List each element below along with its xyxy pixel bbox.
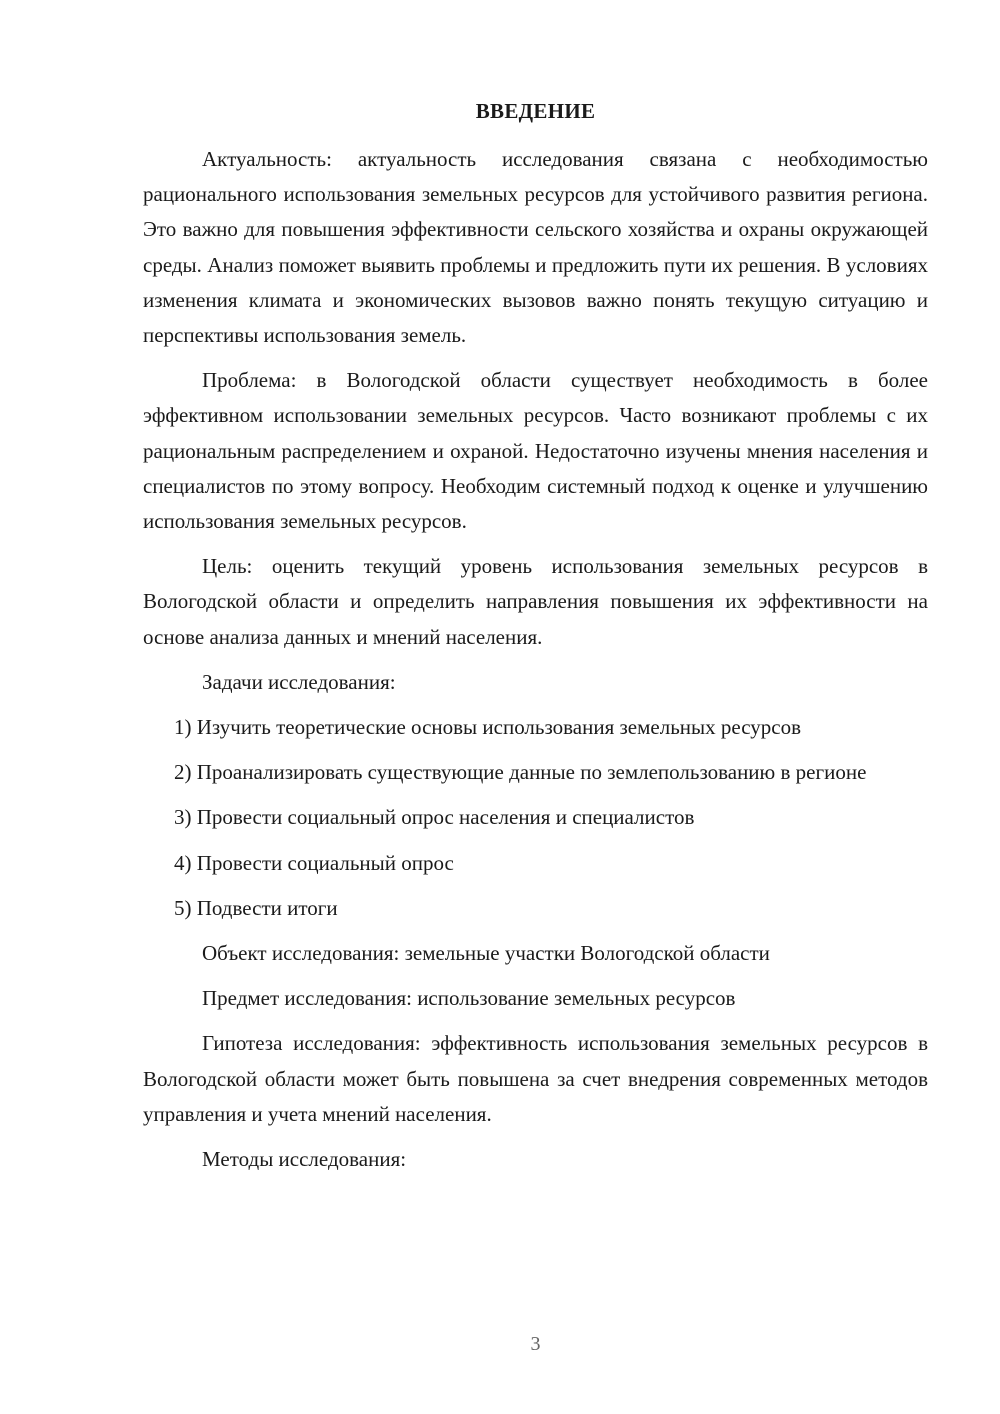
paragraph-problem: Проблема: в Вологодской области существует необходимость в более эффективном использовании земельных ресурсов. Часто возникают проблемы с их рациональным распределением и охраной. Недостаточно изучены мнения населения и специалистов по этому вопросу. Необходим системный подход к оценке и улучшению использования земельных ресурсов. xyxy=(143,368,928,534)
paragraph-relevance: Актуальность: актуальность исследования связана с необходимостью рационального использования земельных ресурсов для устойчивого развития региона. Это важно для повышения эффективности сельского хозяйства и охраны окружающей среды. Анализ поможет выявить проблемы и предложить пути их решения. В условиях изменения климата и экономических вызовов важно понять текущую ситуацию и перспективы использования земель. xyxy=(143,147,928,348)
paragraph-goal: Цель: оценить текущий уровень использования земельных ресурсов в Вологодской области и определить направления повышения их эффективности на основе анализа данных и мнений населения. xyxy=(143,554,928,649)
task-item-4: 4) Провести социальный опрос xyxy=(174,850,454,875)
task-item-5: 5) Подвести итоги xyxy=(174,895,338,920)
task-item-3: 3) Провести социальный опрос населения и специалистов xyxy=(174,805,695,830)
page-number: 3 xyxy=(530,1333,541,1355)
document-body xyxy=(143,142,928,1187)
paragraph-subject: Предмет исследования: использование земельных ресурсов xyxy=(202,986,736,1011)
page-title: ВВЕДЕНИЕ xyxy=(475,99,596,123)
task-item-1: 1) Изучить теоретические основы использования земельных ресурсов xyxy=(174,715,801,740)
paragraph-methods: Методы исследования: xyxy=(202,1147,407,1172)
paragraph-tasks-heading: Задачи исследования: xyxy=(202,669,396,694)
document-page xyxy=(143,0,928,1414)
paragraph-hypothesis: Гипотеза исследования: эффективность использования земельных ресурсов в Вологодской области может быть повышена за счет внедрения современных методов управления и учета мнений населения. xyxy=(143,1031,928,1126)
paragraph-object: Объект исследования: земельные участки Вологодской области xyxy=(202,941,770,966)
task-item-2: 2) Проанализировать существующие данные по землепользованию в регионе xyxy=(174,760,867,785)
